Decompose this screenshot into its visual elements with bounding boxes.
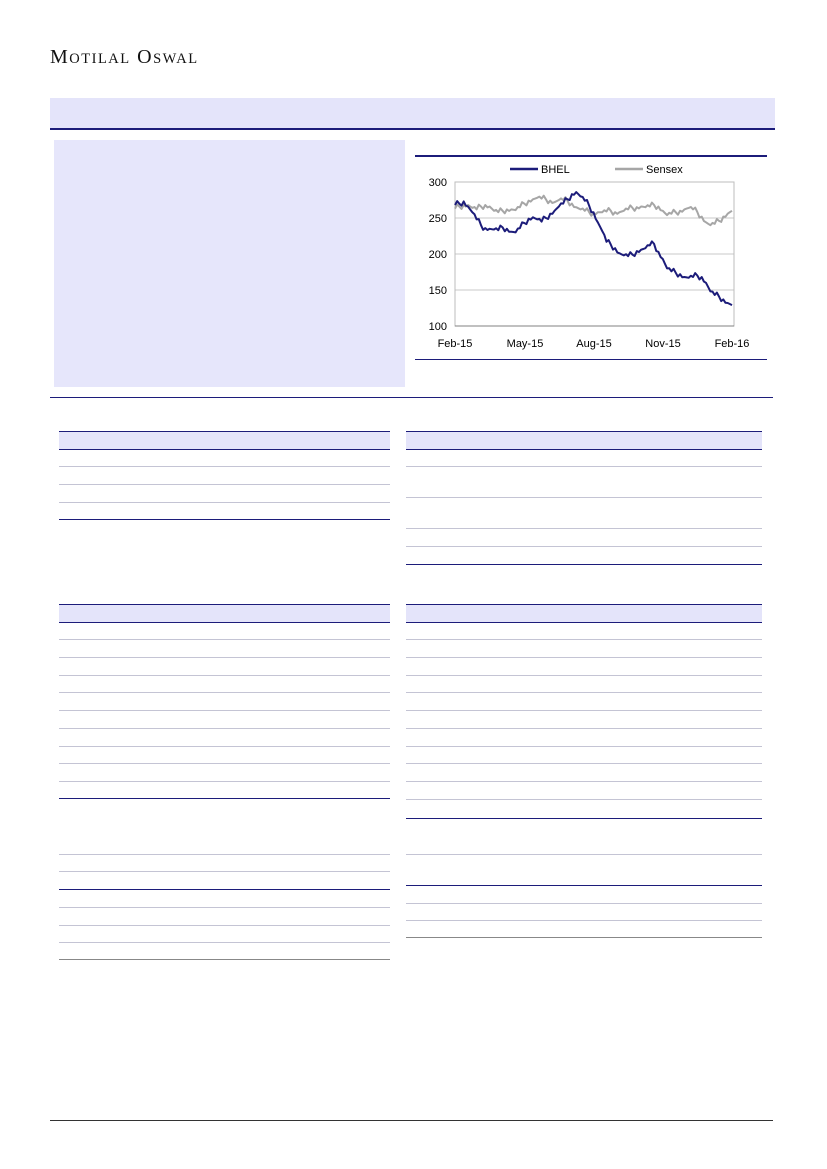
table-row <box>59 676 390 693</box>
table-header <box>59 604 390 623</box>
table-row <box>406 921 762 938</box>
table-left-3 <box>59 854 390 960</box>
table-row <box>406 498 762 529</box>
table-row <box>59 693 390 711</box>
y-tick-label: 200 <box>428 249 447 261</box>
x-axis-ticks <box>438 338 750 350</box>
x-tick-label: Feb-16 <box>714 338 750 350</box>
table-row <box>59 747 390 764</box>
table-row <box>406 747 762 764</box>
y-tick-label: 100 <box>428 321 447 333</box>
y-tick-label: 150 <box>428 285 447 297</box>
summary-box <box>54 140 405 387</box>
x-tick-label: May-15 <box>506 338 544 350</box>
x-tick-label: Nov-15 <box>645 338 681 350</box>
company-logo: MOTILAL OSWAL <box>50 46 199 68</box>
stock-price-chart <box>410 156 770 356</box>
table-row <box>59 711 390 729</box>
table-row <box>406 729 762 747</box>
table-row <box>59 872 390 890</box>
table-row <box>59 640 390 658</box>
table-row <box>59 764 390 782</box>
chart-bottom-rule <box>415 359 767 360</box>
table-row <box>59 485 390 503</box>
section-divider <box>50 397 773 398</box>
table-row <box>406 450 762 467</box>
table-row <box>406 623 762 640</box>
chart-series <box>455 192 732 305</box>
y-tick-label: 300 <box>428 177 447 189</box>
table-row <box>59 908 390 926</box>
table-left-2 <box>59 604 390 799</box>
table-row <box>59 503 390 520</box>
table-row <box>406 764 762 782</box>
table-row <box>406 693 762 711</box>
table-header <box>406 431 762 450</box>
table-row <box>59 782 390 799</box>
table-row <box>59 450 390 467</box>
table-header <box>59 431 390 450</box>
table-row <box>406 854 762 886</box>
y-axis-ticks <box>429 177 447 333</box>
table-row <box>59 467 390 485</box>
table-right-2 <box>406 604 762 819</box>
table-row <box>406 676 762 693</box>
table-row <box>406 904 762 921</box>
footer-rule <box>50 1120 773 1121</box>
table-row <box>406 547 762 565</box>
chart-grid <box>455 182 734 326</box>
chart-legend <box>510 164 683 176</box>
y-tick-label: 250 <box>428 213 447 225</box>
table-row <box>406 711 762 729</box>
table-row <box>59 926 390 943</box>
table-row <box>59 890 390 908</box>
table-row <box>59 623 390 640</box>
table-right-1 <box>406 431 762 565</box>
series-line-sensex <box>455 196 732 226</box>
legend-label-sensex: Sensex <box>646 164 683 176</box>
x-tick-label: Feb-15 <box>437 338 473 350</box>
title-band <box>50 98 775 130</box>
table-row <box>406 529 762 547</box>
table-row <box>59 658 390 676</box>
table-right-3 <box>406 854 762 938</box>
table-row <box>406 467 762 498</box>
table-row <box>406 782 762 800</box>
x-tick-label: Aug-15 <box>576 338 612 350</box>
table-row <box>59 943 390 960</box>
table-row <box>59 854 390 872</box>
table-row <box>406 658 762 676</box>
table-row <box>406 800 762 819</box>
table-row <box>59 729 390 747</box>
table-row <box>406 640 762 658</box>
legend-label-bhel: BHEL <box>541 164 570 176</box>
table-header <box>406 604 762 623</box>
table-row <box>406 886 762 904</box>
table-left-1 <box>59 431 390 520</box>
